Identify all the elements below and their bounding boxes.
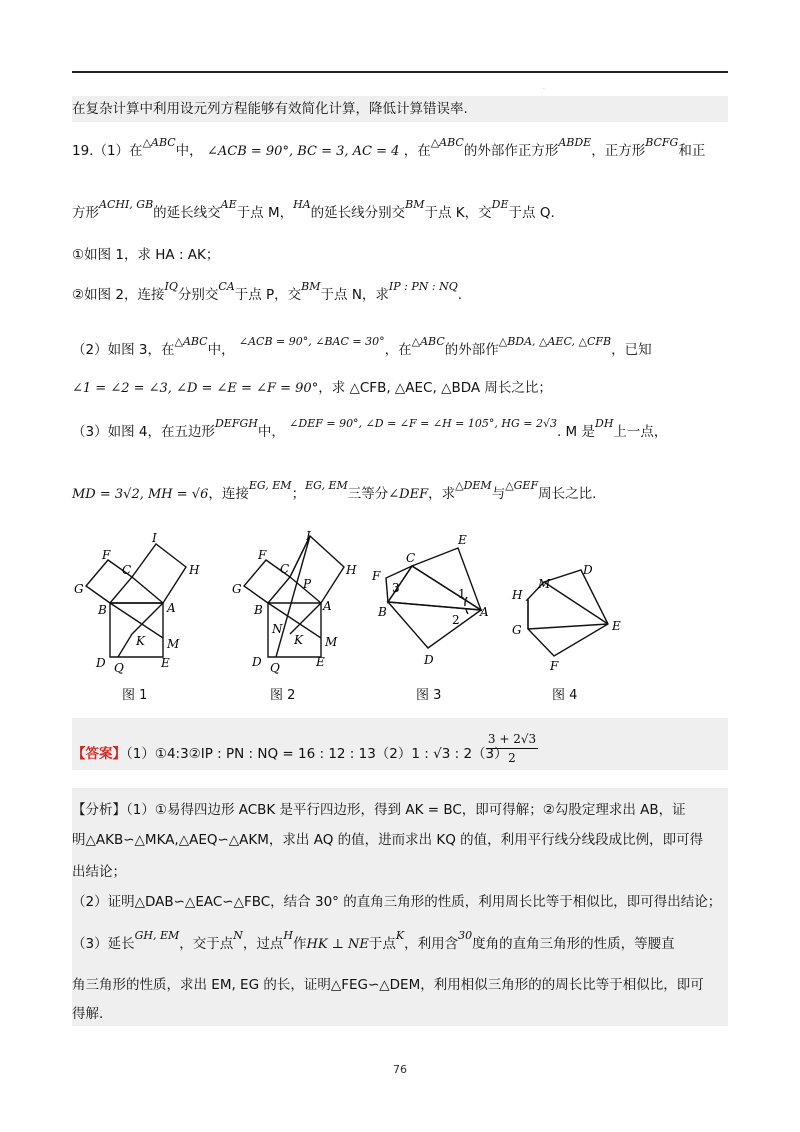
fig1-square-achi: [132, 544, 186, 603]
figure-caption: 图 1: [122, 688, 148, 703]
analysis-line4: （2）证明△DAB∽△EAC∽△FBC，结合 30° 的直角三角形的性质，利用周长比等于相似比，即可得出结论；: [72, 894, 722, 910]
analysis-line2: 明△AKB∽△MKA,△AEQ∽△AKM，求出 AQ 的值，进而求出 KQ 的值，利用平行线分线段成比例，即可得: [72, 832, 704, 848]
fig4-label: G: [512, 623, 522, 637]
page-number: 76: [393, 1063, 407, 1076]
fig4-label: M: [538, 577, 551, 591]
header-dot: .: [543, 84, 545, 91]
fig2-label: M: [325, 635, 338, 649]
fig2-label: E: [316, 655, 325, 669]
header-rule: [72, 71, 728, 73]
fig4-label: F: [550, 659, 559, 673]
analysis-line1: 【分析】（1）①易得四边形 ACBK 是平行四边形，得到 AK = BC，即可得解；②勾股定理求出 AB，证: [72, 802, 686, 818]
fig2-label: I: [306, 530, 311, 543]
intro-text: 在复杂计算中利用设元列方程能够有效简化计算，降低计算错误率.: [72, 101, 468, 117]
fig3-label: F: [372, 569, 381, 583]
fig1-label: A: [167, 601, 176, 615]
fig3-label: B: [378, 605, 387, 619]
fig2-label: K: [294, 633, 303, 647]
q19-line2: 方形$^{ACHI, GB}$的延长线交$^{AE}$于点 M，$^{HA}$的延长线分别交$^{BM}$于点 K，交$^{DE}$于点 Q.: [72, 198, 555, 221]
figure-1: [66, 530, 206, 680]
q19-part3-line2: MD = 3√2, MH = √6，连接$^{EG, EM}$；$^{EG, EM}$三等分∠DEF，求$^{\triangle DEM}$与$^{\triangle GEF}$周长之比.: [72, 479, 597, 502]
fig1-label: G: [74, 582, 84, 596]
answer-line: 【答案】（1）①4:3②IP : PN : NQ = 16 : 12 : 13（2）1 : √3 : 2（3）: [72, 746, 508, 762]
fig3-label: A: [480, 605, 489, 619]
figure-caption: 图 4: [552, 688, 578, 703]
fig2-label: F: [258, 548, 267, 562]
fig2-label: N: [272, 622, 283, 636]
fig1-label: I: [152, 531, 157, 545]
fig1-label: B: [98, 603, 107, 617]
fig1-label: K: [136, 634, 145, 648]
q19-part2-line2: ∠1 = ∠2 = ∠3, ∠D = ∠E = ∠F = 90°，求 △CFB, △AEC, △BDA 周长之比；: [72, 380, 552, 396]
fig3-label: E: [458, 533, 467, 547]
fig3-label: D: [424, 653, 434, 667]
fig3-triangle-bda: [388, 602, 481, 648]
analysis-line5: （3）延长$^{GH, EM}$，交于点$^N$，过点$^H$作HK ⊥ NE于点$^K$，利用含$^{30}$度角的直角三角形的性质，等腰直: [72, 929, 675, 952]
fig2-label: C: [280, 562, 290, 576]
fig1-label: Q: [114, 661, 124, 675]
analysis-line6: 角三角形的性质，求出 EM, EG 的长，证明△FEG∽△DEM，利用相似三角形的的周长比等于相似比，即可: [72, 977, 704, 993]
fig2-label: D: [252, 655, 262, 669]
fig3-label: 1: [458, 587, 466, 601]
figure-2: [224, 530, 364, 680]
fig1-label: E: [161, 656, 170, 670]
figure-3: [366, 530, 496, 680]
fig4-label: E: [612, 619, 621, 633]
fig2-label: P: [303, 577, 312, 591]
fig1-label: C: [122, 563, 132, 577]
q19-line1: 19.（1）在$^{\triangle ABC}$中， ∠ACB = 90°, BC = 3, AC = 4 ，在$^{\triangle ABC}$的外部作正方形$^{ABDE}$，正方形$^{BCFG}$和正: [72, 136, 706, 159]
answer-fraction: 3 + 2√3 2: [487, 732, 537, 765]
fig2-label: G: [232, 582, 242, 596]
fig4-label: D: [583, 563, 593, 577]
fig2-label: A: [323, 599, 332, 613]
fig1-label: D: [96, 656, 106, 670]
fig4-label: H: [512, 588, 523, 602]
figure-caption: 图 2: [270, 688, 296, 703]
q19-part3-line1: （3）如图 4，在五边形$^{DEFGH}$中， $^{\angle DEF = 90^\circ, \angle D = \angle F = \angle H = 105^\circ, HG = 2√3}$. M 是$^{DH}$上一点，: [72, 417, 668, 440]
q19-sub1: ①如图 1，求 HA : AK；: [72, 247, 220, 263]
fig2-label: B: [254, 603, 263, 617]
analysis-line3: 出结论；: [72, 864, 126, 880]
fig1-label: F: [102, 548, 111, 562]
figure-4: [506, 530, 636, 680]
fig3-label: 2: [452, 613, 460, 627]
fig1-label: H: [189, 563, 200, 577]
figure-caption: 图 3: [416, 688, 442, 703]
fig1-label: M: [167, 637, 180, 651]
analysis-line7: 得解.: [72, 1006, 104, 1022]
fig2-label: H: [346, 563, 357, 577]
fig3-label: 3: [392, 581, 400, 595]
q19-part2-line1: （2）如图 3，在$^{\triangle ABC}$中， $^{\angle ACB = 90^\circ, \angle BAC = 30^\circ}$，在$^{\triangle ABC}$的外部作$^{\triangle BDA, \triangle AEC, \triangle CFB}$，已知: [72, 335, 652, 358]
q19-sub2: ②如图 2，连接$^{IQ}$分别交$^{CA}$于点 P，交$^{BM}$于点 N，求$^{IP : PN : NQ}$.: [72, 280, 463, 303]
answer-tag: 【答案】: [72, 746, 126, 762]
fig2-label: Q: [270, 661, 280, 675]
fig3-triangle-aec: [412, 548, 481, 610]
fig3-label: C: [406, 551, 416, 565]
